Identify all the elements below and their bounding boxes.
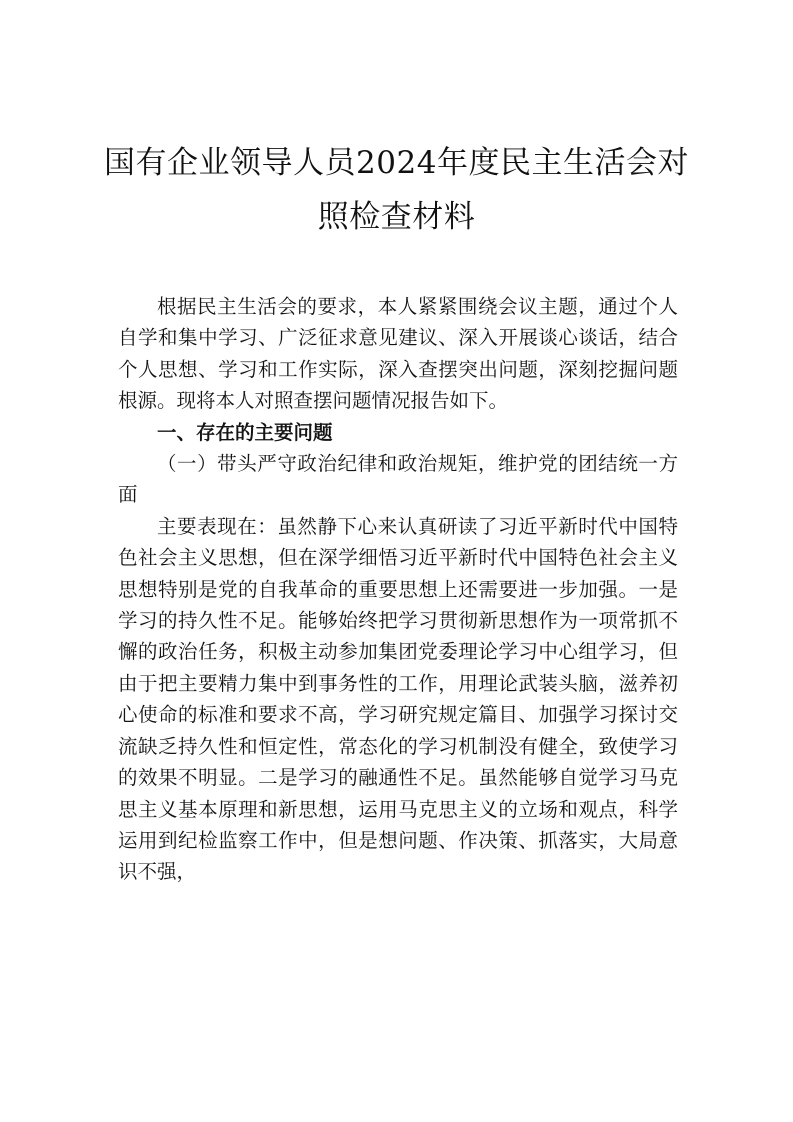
subsection-heading: （一）带头严守政治纪律和政治规矩，维护党的团结统一方面 bbox=[118, 452, 678, 507]
document-body bbox=[118, 291, 678, 888]
section-heading: 一、存在的主要问题 bbox=[157, 420, 333, 444]
document-title-line-1: 国有企业领导人员2024年度民主生活会对 bbox=[104, 145, 689, 181]
document-title-line-2: 照检查材料 bbox=[317, 199, 476, 235]
intro-paragraph: 根据民主生活会的要求，本人紧紧围绕会议主题，通过个人自学和集中学习、广泛征求意见建议、深入开展谈心谈话，结合个人思想、学习和工作实际，深入查摆突出问题，深刻挖掘问题根源。现将本人对照查摆问题情况报告如下。 bbox=[118, 295, 678, 413]
subsection-body-paragraph: 主要表现在：虽然静下心来认真研读了习近平新时代中国特色社会主义思想，但在深学细悟习近平新时代中国特色社会主义思想特别是党的自我革命的重要思想上还需要进一步加强。一是学习的持久性不足。能够始终把学习贯彻新思想作为一项常抓不懈的政治任务，积极主动参加集团党委理论学习中心组学习，但由于把主要精力集中到事务性的工作，用理论武装头脑，滋养初心使命的标准和要求不高，学习研究规定篇目、加强学习探讨交流缺乏持久性和恒定性，常态化的学习机制没有健全，致使学习的效果不明显。二是学习的融通性不足。虽然能够自觉学习马克思主义基本原理和新思想，运用马克思主义的立场和观点，科学运用到纪检监察工作中，但是想问题、作决策、抓落实，大局意识不强， bbox=[118, 514, 678, 884]
